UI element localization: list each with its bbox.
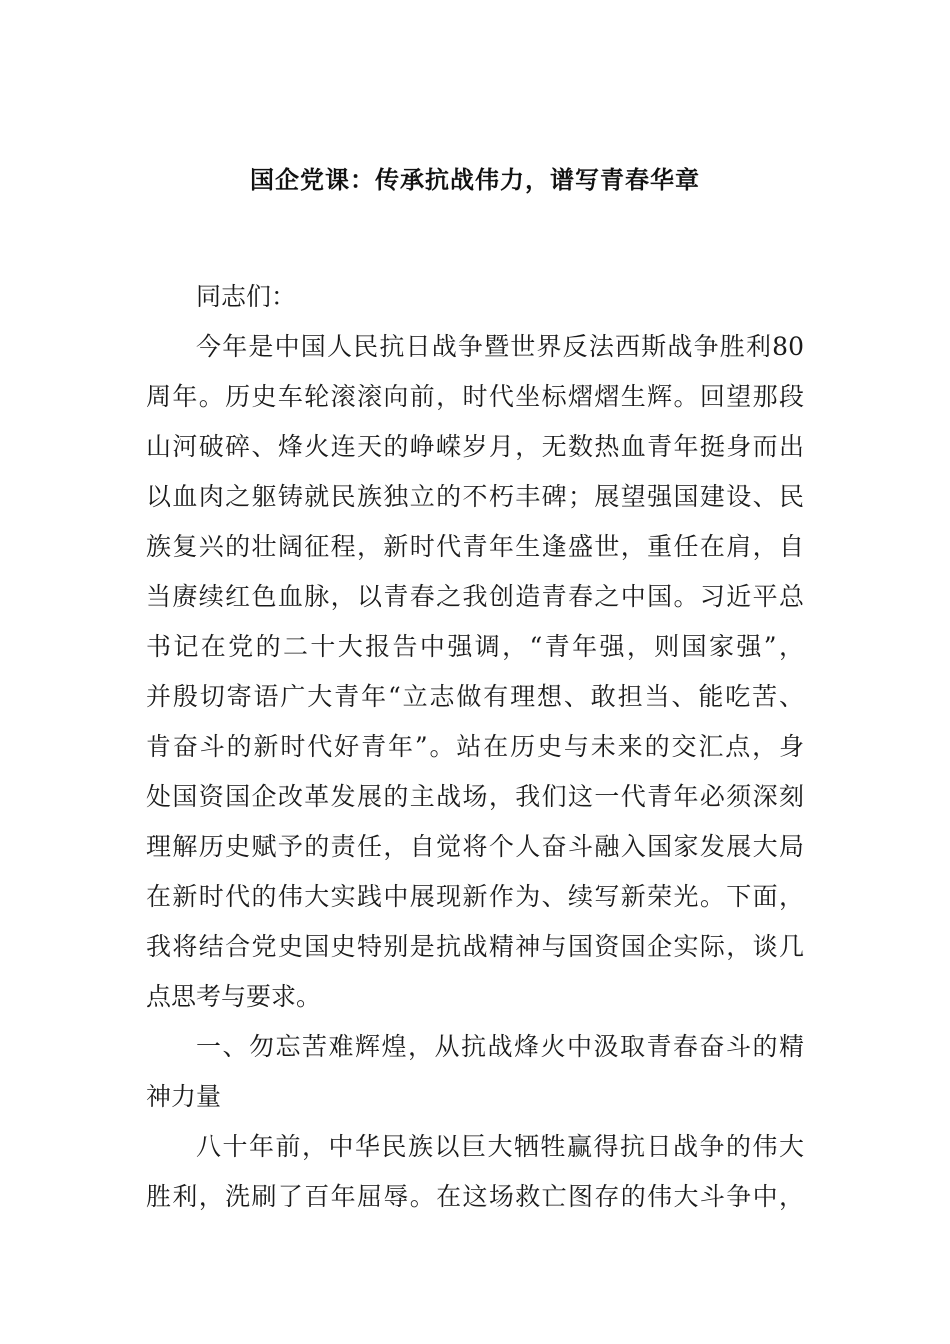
paragraph-line: 并殷切寄语广大青年“立志做有理想、敢担当、能吃苦、 xyxy=(146,682,804,711)
paragraph-line: 山河破碎、烽火连天的峥嵘岁月，无数热血青年挺身而出 xyxy=(146,432,804,461)
section-heading-line: 神力量 xyxy=(146,1082,222,1111)
paragraph-line: 书记在党的二十大报告中强调，“青年强，则国家强”， xyxy=(146,632,804,661)
paragraph-line: 今年是中国人民抗日战争暨世界反法西斯战争胜利80 xyxy=(196,332,804,361)
section-heading-line: 一、勿忘苦难辉煌，从抗战烽火中汲取青春奋斗的精 xyxy=(196,1032,804,1061)
paragraph-line: 处国资国企改革发展的主战场，我们这一代青年必须深刻 xyxy=(146,782,804,811)
paragraph-line: 我将结合党史国史特别是抗战精神与国资国企实际，谈几 xyxy=(146,932,804,961)
paragraph-line: 八十年前，中华民族以巨大牺牲赢得抗日战争的伟大 xyxy=(196,1132,804,1161)
paragraph-line: 当赓续红色血脉，以青春之我创造青春之中国。习近平总 xyxy=(146,582,804,611)
document-title: 国企党课：传承抗战伟力，谱写青春华章 xyxy=(250,165,700,194)
paragraph-line: 点思考与要求。 xyxy=(146,982,322,1011)
paragraph-line: 族复兴的壮阔征程，新时代青年生逢盛世，重任在肩，自 xyxy=(146,532,804,561)
paragraph-line: 周年。历史车轮滚滚向前，时代坐标熠熠生辉。回望那段 xyxy=(146,382,804,411)
paragraph-line: 以血肉之躯铸就民族独立的不朽丰碑；展望强国建设、民 xyxy=(146,482,804,511)
paragraph-line: 在新时代的伟大实践中展现新作为、续写新荣光。下面， xyxy=(146,882,804,911)
paragraph-line: 肯奋斗的新时代好青年”。站在历史与未来的交汇点，身 xyxy=(146,732,804,761)
paragraph-line: 胜利，洗刷了百年屈辱。在这场救亡图存的伟大斗争中， xyxy=(146,1182,804,1211)
salutation-line: 同志们： xyxy=(196,282,297,311)
paragraph-line: 理解历史赋予的责任，自觉将个人奋斗融入国家发展大局 xyxy=(146,832,804,861)
